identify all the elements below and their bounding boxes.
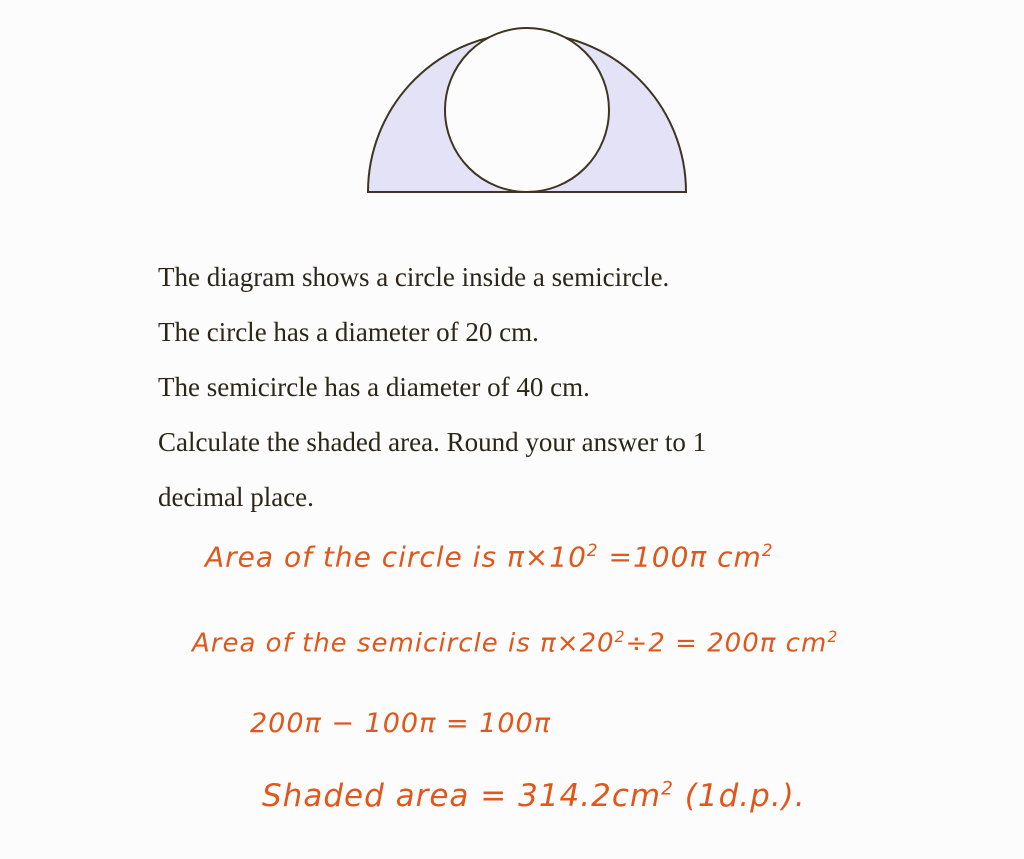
circle-in-semicircle-diagram <box>360 20 700 200</box>
step-text: Area of the circle is π×10 <box>205 540 587 574</box>
inner-circle <box>445 28 609 192</box>
step-text-rest: (1d.p.). <box>673 778 806 814</box>
problem-line-5: decimal place. <box>158 482 314 512</box>
step-text-rest: =100π cm <box>598 540 762 574</box>
exponent: 2 <box>586 540 599 560</box>
step-text: 200π − 100π = 100π <box>250 708 551 739</box>
problem-line-3: The semicircle has a diameter of 40 cm. <box>158 372 590 402</box>
working-step-answer <box>262 778 806 814</box>
unit-exponent: 2 <box>827 628 839 646</box>
working-step-semicircle-area <box>192 628 838 659</box>
problem-line-2: The circle has a diameter of 20 cm. <box>158 317 539 347</box>
working-step-circle-area <box>205 540 774 573</box>
diagram-svg <box>360 20 700 200</box>
unit-exponent: 2 <box>761 540 774 560</box>
step-text: Area of the semicircle is π×20 <box>192 628 615 659</box>
exponent: 2 <box>614 628 626 646</box>
problem-line-4: Calculate the shaded area. Round your answer to 1 <box>158 427 707 457</box>
problem-statement <box>158 250 878 525</box>
unit-exponent: 2 <box>661 778 674 800</box>
working-step-subtraction <box>250 708 551 739</box>
step-text: Shaded area = 314.2cm <box>262 778 662 814</box>
step-text-rest: ÷2 = 200π cm <box>625 628 828 659</box>
problem-line-1: The diagram shows a circle inside a semicircle. <box>158 262 670 292</box>
